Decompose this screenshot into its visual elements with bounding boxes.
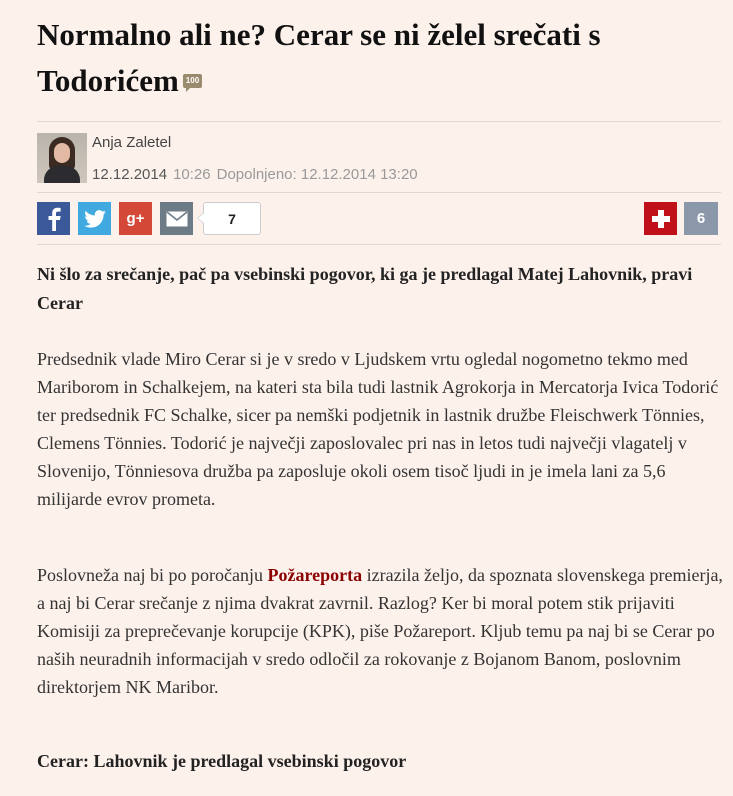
share-count: 7 [203,202,261,235]
comment-count-badge[interactable]: 100 [183,74,202,88]
recommend-plus-button[interactable] [644,202,677,235]
publish-date: 12.12.2014 [92,166,168,183]
divider-meta [37,192,721,193]
gplus-share-button[interactable]: g+ [119,202,152,235]
paragraph-2-text-a: Poslovneža naj bi po poročanju [37,565,268,585]
facebook-share-button[interactable] [37,202,70,235]
email-share-button[interactable] [160,202,193,235]
article-title-text: Normalno ali ne? Cerar se ni želel srečati s Todorićem [37,17,601,98]
author-block [37,133,721,185]
email-icon [166,211,188,227]
twitter-share-button[interactable] [78,202,111,235]
article-subheading: Cerar: Lahovnik je predlagal vsebinski pogovor [37,751,407,771]
article-lead: Ni šlo za srečanje, pač pa vsebinski pogovor, ki ga je predlagal Matej Lahovnik, pravi Cerar [37,264,693,313]
twitter-icon [84,210,106,228]
pozareport-link[interactable]: Požareporta [267,565,363,585]
divider-top [37,121,721,122]
divider-share [37,244,721,245]
article-title [37,12,727,104]
publish-time: 10:26 [173,166,211,183]
article-meta [92,166,418,183]
article-paragraph-1: Predsednik vlade Miro Cerar si je v sredo v Ljudskem vrtu ogledal nogometno tekmo med Mariborom in Schalkejem, na kateri sta bila tudi lastnik Agrokorja in Mercatorja Ivica Todorić ter predsednik FC Schalke, sicer pa nemški podjetnik in lastnik družbe Fleischwerk Tönnies, Clemens Tönnies. Todorić je največji zaposlovalec pri nas in letos tudi največji vlagatelj v Slovenijo, Tönniesova družba pa zaposluje okoli osem tisoč ljudi in je imela lani za 5,6 milijarde evrov prometa. [37,349,719,509]
recommend-count: 6 [684,202,718,235]
facebook-icon [47,207,61,231]
updated-time: Dopolnjeno: 12.12.2014 13:20 [216,166,418,183]
author-avatar[interactable] [37,133,87,183]
plus-icon [651,209,671,229]
paragraph-2-text-b: izrazila željo, da spoznata slovenskega premierja, a naj bi Cerar srečanje z njima dvakrat zavrnil. Razlog? Ker bi moral potem stik prijaviti Komisiji za preprečevanje korupcije (KPK), piše Požareport. Kljub temu pa naj bi se Cerar po naših neuradnih informacijah v sredo odločil za rokovanje z Bojanom Banom, poslovnim direktorjem NK Maribor. [37,565,723,697]
article-paragraph-2 [37,561,727,701]
author-name[interactable]: Anja Zaletel [92,134,172,151]
share-bar [37,201,721,237]
